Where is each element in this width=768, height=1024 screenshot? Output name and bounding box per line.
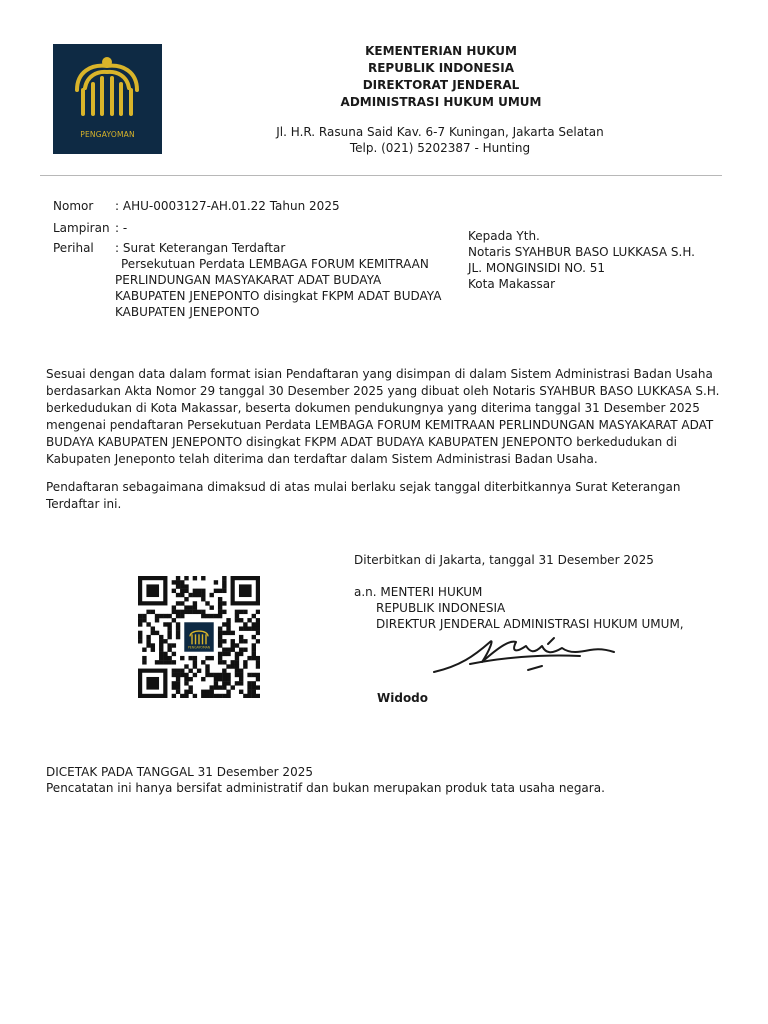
recipient-city: Kota Makassar — [468, 277, 556, 291]
issued-place-date: Diterbitkan di Jakarta, tanggal 31 Desember 2025 — [354, 553, 654, 567]
country-name: REPUBLIK INDONESIA — [367, 61, 514, 75]
perihal-line: Persekutuan Perdata LEMBAGA FORUM KEMITRAAN — [121, 257, 429, 271]
lampiran-label: Lampiran — [53, 221, 110, 235]
perihal-line: KABUPATEN JENEPONTO disingkat FKPM ADAT BUDAYA — [115, 289, 442, 303]
header-divider — [40, 175, 722, 176]
pengayoman-emblem-icon — [53, 44, 162, 126]
nomor-label: Nomor — [53, 199, 94, 213]
printed-date: DICETAK PADA TANGGAL 31 Desember 2025 — [46, 765, 313, 779]
on-behalf-line: a.n. MENTERI HUKUM — [354, 585, 483, 599]
signatory-name: Widodo — [377, 691, 429, 705]
ministry-name: KEMENTERIAN HUKUM — [365, 44, 517, 58]
perihal-label: Perihal — [53, 241, 94, 255]
ministry-logo — [53, 44, 162, 154]
signature-icon — [430, 632, 620, 678]
address-line: Jl. H.R. Rasuna Said Kav. 6-7 Kuningan, Jakarta Selatan — [276, 125, 604, 139]
handwritten-signature — [430, 632, 620, 682]
recipient-street: JL. MONGINSIDI NO. 51 — [468, 261, 606, 275]
perihal-line: PERLINDUNGAN MASYAKARAT ADAT BUDAYA — [115, 273, 382, 287]
body-paragraph: Pendaftaran sebagaimana dimaksud di atas mulai berlaku sejak tanggal diterbitkannya Surat Keterangan Terdaftar ini. — [46, 480, 681, 511]
recipient-greeting: Kepada Yth. — [468, 229, 540, 243]
logo-label: PENGAYOMAN — [80, 130, 135, 139]
country-line: REPUBLIK INDONESIA — [376, 601, 506, 615]
body-paragraph: Sesuai dengan data dalam format isian Pendaftaran yang disimpan di dalam Sistem Administrasi Badan Usaha berdasarkan Akta Nomor 29 tanggal 30 Desember 2025 yang dibuat oleh Notaris SYAHBUR BASO LUKKASA S.H. berkedudukan di Kota Makassar, beserta dokumen pendukungnya yang diterima tanggal 31 Desember 2025 mengenai pendaftaran Persekutuan Perdata LEMBAGA FORUM KEMITRAAN PERLINDUNGAN MASYAKARAT ADAT BUDAYA KABUPATEN JENEPONTO disingkat FKPM ADAT BUDAYA KABUPATEN JENEPONTO berkedudukan di Kabupaten Jeneponto telah diterima dan terdaftar dalam Sistem Administrasi Badan Usaha. — [46, 367, 720, 466]
document-footer — [46, 764, 726, 796]
qr-center-label: PENGAYOMAN — [187, 645, 211, 650]
verification-qr-code — [138, 576, 260, 698]
phone-line: Telp. (021) 5202387 - Hunting — [349, 141, 531, 155]
signatory-title — [354, 584, 684, 632]
letterhead-title — [310, 43, 572, 111]
lampiran-value: : - — [115, 221, 128, 235]
nomor-value: : AHU-0003127-AH.01.22 Tahun 2025 — [115, 199, 340, 213]
disclaimer-text: Pencatatan ini hanya bersifat administratif dan bukan merupakan produk tata usaha negara. — [46, 781, 605, 795]
recipient-name: Notaris SYAHBUR BASO LUKKASA S.H. — [468, 245, 695, 259]
perihal-description — [115, 256, 455, 320]
qr-code-icon — [138, 576, 260, 698]
perihal-line: KABUPATEN JENEPONTO — [115, 305, 260, 319]
perihal-value: : Surat Keterangan Terdaftar — [115, 241, 286, 255]
directorate-name: DIREKTORAT JENDERAL — [362, 78, 520, 92]
position-line: DIREKTUR JENDERAL ADMINISTRASI HUKUM UMUM, — [376, 617, 684, 631]
directorate-division: ADMINISTRASI HUKUM UMUM — [340, 95, 542, 109]
recipient-block — [468, 228, 728, 292]
letterhead-address — [260, 124, 620, 156]
